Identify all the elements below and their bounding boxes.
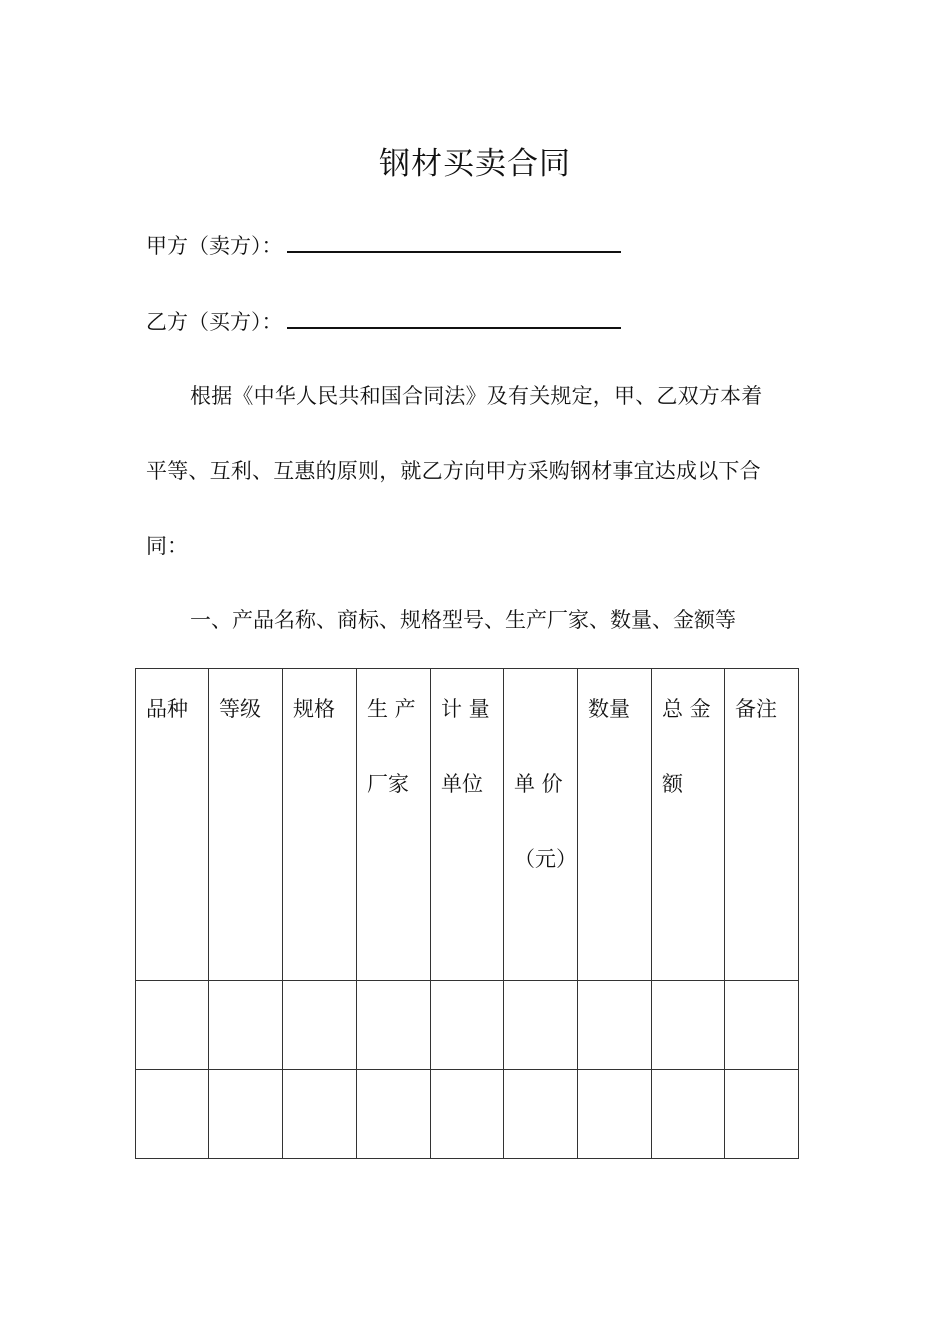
header-text: 计 量 单位	[441, 697, 490, 796]
intro-line-2: 平等、互利、互惠的原则，就乙方向甲方采购钢材事宜达成以下合	[146, 459, 761, 483]
table-header-row	[136, 669, 799, 981]
header-cell-spec	[283, 669, 357, 981]
party-b-label: 乙方（买方）：	[146, 310, 283, 334]
table-row	[136, 1070, 799, 1159]
table-cell[interactable]	[431, 1070, 504, 1159]
table-cell[interactable]	[652, 1070, 725, 1159]
table-cell[interactable]	[209, 1070, 283, 1159]
table-cell[interactable]	[357, 981, 431, 1070]
header-cell-manufacturer	[357, 669, 431, 981]
intro-line-3: 同：	[146, 534, 188, 558]
table-cell[interactable]	[725, 1070, 799, 1159]
table-cell[interactable]	[578, 981, 652, 1070]
intro-line-1: 根据《中华人民共和国合同法》及有关规定，甲、乙双方本着	[190, 384, 763, 408]
table-cell[interactable]	[283, 981, 357, 1070]
table-cell[interactable]	[652, 981, 725, 1070]
party-b-blank	[287, 307, 621, 329]
table-cell[interactable]	[136, 1070, 209, 1159]
header-cell-unit-price	[504, 669, 578, 981]
header-text: 生 产 厂家	[367, 697, 416, 796]
table-row	[136, 981, 799, 1070]
table-cell[interactable]	[504, 981, 578, 1070]
party-b-line	[146, 307, 621, 337]
header-text: 备注	[735, 697, 777, 721]
party-a-blank	[287, 231, 621, 253]
header-cell-total	[652, 669, 725, 981]
table-cell[interactable]	[283, 1070, 357, 1159]
header-cell-unit	[431, 669, 504, 981]
table-cell[interactable]	[431, 981, 504, 1070]
table-cell[interactable]	[578, 1070, 652, 1159]
party-a-line	[146, 231, 621, 261]
header-text: 品种	[146, 697, 188, 721]
header-text: 规格	[293, 697, 335, 721]
header-text: 总 金 额	[662, 697, 711, 796]
party-a-label: 甲方（卖方）：	[146, 234, 283, 258]
header-text: 等级	[219, 697, 261, 721]
table-cell[interactable]	[209, 981, 283, 1070]
table-cell[interactable]	[357, 1070, 431, 1159]
header-text: 数量	[588, 697, 630, 721]
header-text: 单 价 （元）	[514, 772, 577, 871]
header-cell-quantity	[578, 669, 652, 981]
document-title: 钢材买卖合同	[379, 146, 571, 182]
header-cell-grade	[209, 669, 283, 981]
table-cell[interactable]	[725, 981, 799, 1070]
table-cell[interactable]	[504, 1070, 578, 1159]
section-1-heading: 一、产品名称、商标、规格型号、生产厂家、数量、金额等	[190, 608, 736, 632]
header-cell-variety	[136, 669, 209, 981]
table-cell[interactable]	[136, 981, 209, 1070]
goods-table	[135, 668, 799, 1159]
header-cell-remarks	[725, 669, 799, 981]
